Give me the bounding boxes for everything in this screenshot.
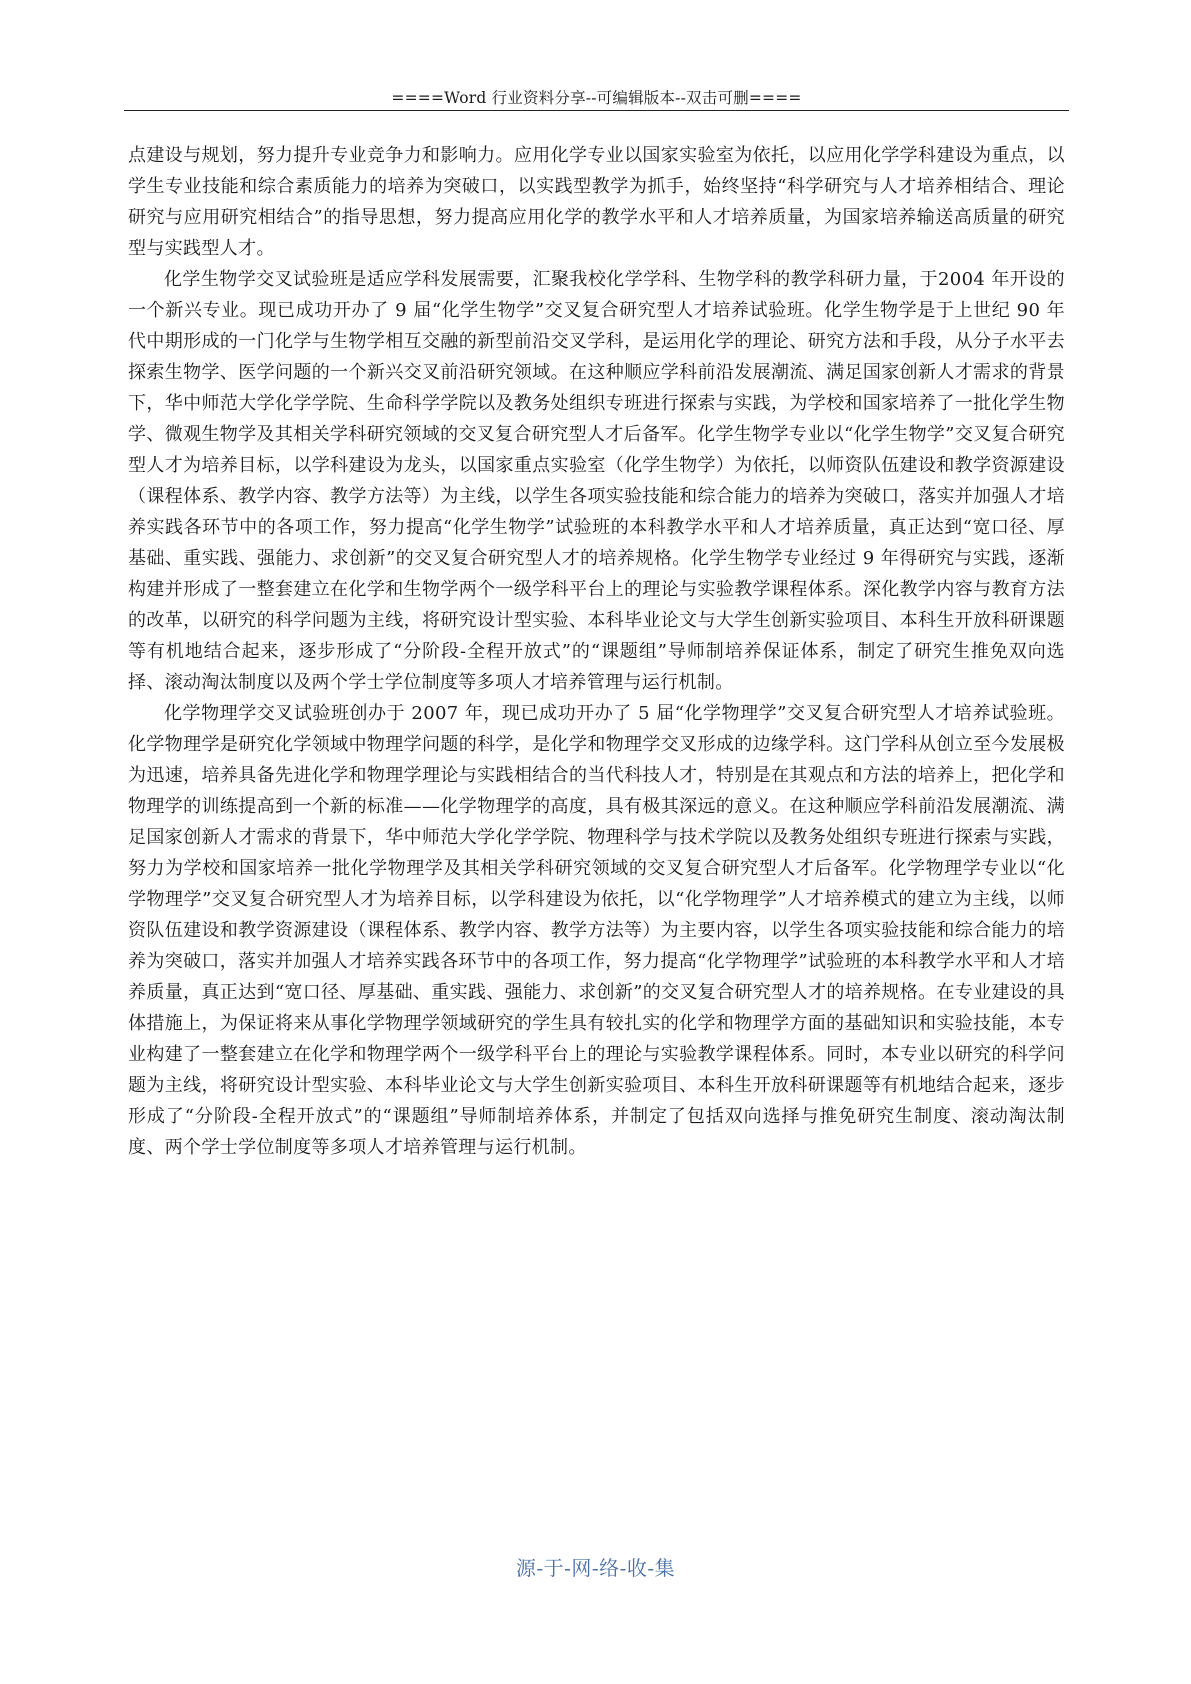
header-divider [124,110,1069,111]
page-header: ====Word 行业资料分享--可编辑版本--双击可删==== [391,89,802,107]
document-body [128,140,1065,1163]
paragraph-chemical-physics: 化学物理学交叉试验班创办于 2007 年，现已成功开办了 5 届“化学物理学”交叉复合研究型人才培养试验班。化学物理学是研究化学领域中物理学问题的科学，是化学和物理学交叉形成的边缘学科。这门学科从创立至今发展极为迅速，培养具备先进化学和物理学理论与实践相结合的当代科技人才，特别是在其观点和方法的培养上，把化学和物理学的训练提高到一个新的标准——化学物理学的高度，具有极其深远的意义。在这种顺应学科前沿发展潮流、满足国家创新人才需求的背景下，华中师范大学化学学院、物理科学与技术学院以及教务处组织专班进行探索与实践，努力为学校和国家培养一批化学物理学及其相关学科研究领域的交叉复合研究型人才后备军。化学物理学专业以“化学物理学”交叉复合研究型人才为培养目标，以学科建设为依托，以“化学物理学”人才培养模式的建立为主线，以师资队伍建设和教学资源建设（课程体系、教学内容、教学方法等）为主要内容，以学生各项实验技能和综合能力的培养为突破口，落实并加强人才培养实践各环节中的各项工作，努力提高“化学物理学”试验班的本科教学水平和人才培养质量，真正达到“宽口径、厚基础、重实践、强能力、求创新”的交叉复合研究型人才的培养规格。在专业建设的具体措施上，为保证将来从事化学物理学领域研究的学生具有较扎实的化学和物理学方面的基础知识和实验技能，本专业构建了一整套建立在化学和物理学两个一级学科平台上的理论与实验教学课程体系。同时，本专业以研究的科学问题为主线，将研究设计型实验、本科毕业论文与大学生创新实验项目、本科生开放科研课题等有机地结合起来，逐步形成了“分阶段-全程开放式”的“课题组”导师制培养体系，并制定了包括双向选择与推免研究生制度、滚动淘汰制度、两个学士学位制度等多项人才培养管理与运行机制。 [128,703,1065,1158]
paragraph-continuation: 点建设与规划，努力提升专业竞争力和影响力。应用化学专业以国家实验室为依托，以应用化学学科建设为重点，以学生专业技能和综合素质能力的培养为突破口，以实践型教学为抓手，始终坚持“科学研究与人才培养相结合、理论研究与应用研究相结合”的指导思想，努力提高应用化学的教学水平和人才培养质量，为国家培养输送高质量的研究型与实践型人才。 [128,145,1065,259]
page-footer: 源-于-网-络-收-集 [515,1556,676,1580]
paragraph-chemical-biology: 化学生物学交叉试验班是适应学科发展需要，汇聚我校化学学科、生物学科的教学科研力量，于2004 年开设的一个新兴专业。现已成功开办了 9 届“化学生物学”交叉复合研究型人才培养试验班。化学生物学是于上世纪 90 年代中期形成的一门化学与生物学相互交融的新型前沿交叉学科，是运用化学的理论、研究方法和手段，从分子水平去探索生物学、医学问题的一个新兴交叉前沿研究领域。在这种顺应学科前沿发展潮流、满足国家创新人才需求的背景下，华中师范大学化学学院、生命科学学院以及教务处组织专班进行探索与实践，为学校和国家培养了一批化学生物学、微观生物学及其相关学科研究领域的交叉复合研究型人才后备军。化学生物学专业以“化学生物学”交叉复合研究型人才为培养目标，以学科建设为龙头，以国家重点实验室（化学生物学）为依托，以师资队伍建设和教学资源建设（课程体系、教学内容、教学方法等）为主线，以学生各项实验技能和综合能力的培养为突破口，落实并加强人才培养实践各环节中的各项工作，努力提高“化学生物学”试验班的本科教学水平和人才培养质量，真正达到“宽口径、厚基础、重实践、强能力、求创新”的交叉复合研究型人才的培养规格。化学生物学专业经过 9 年得研究与实践，逐渐构建并形成了一整套建立在化学和生物学两个一级学科平台上的理论与实验教学课程体系。深化教学内容与教育方法的改革，以研究的科学问题为主线，将研究设计型实验、本科毕业论文与大学生创新实验项目、本科生开放科研课题等有机地结合起来，逐步形成了“分阶段-全程开放式”的“课题组”导师制培养保证体系，制定了研究生推免双向选择、滚动淘汰制度以及两个学士学位制度等多项人才培养管理与运行机制。 [128,269,1065,693]
